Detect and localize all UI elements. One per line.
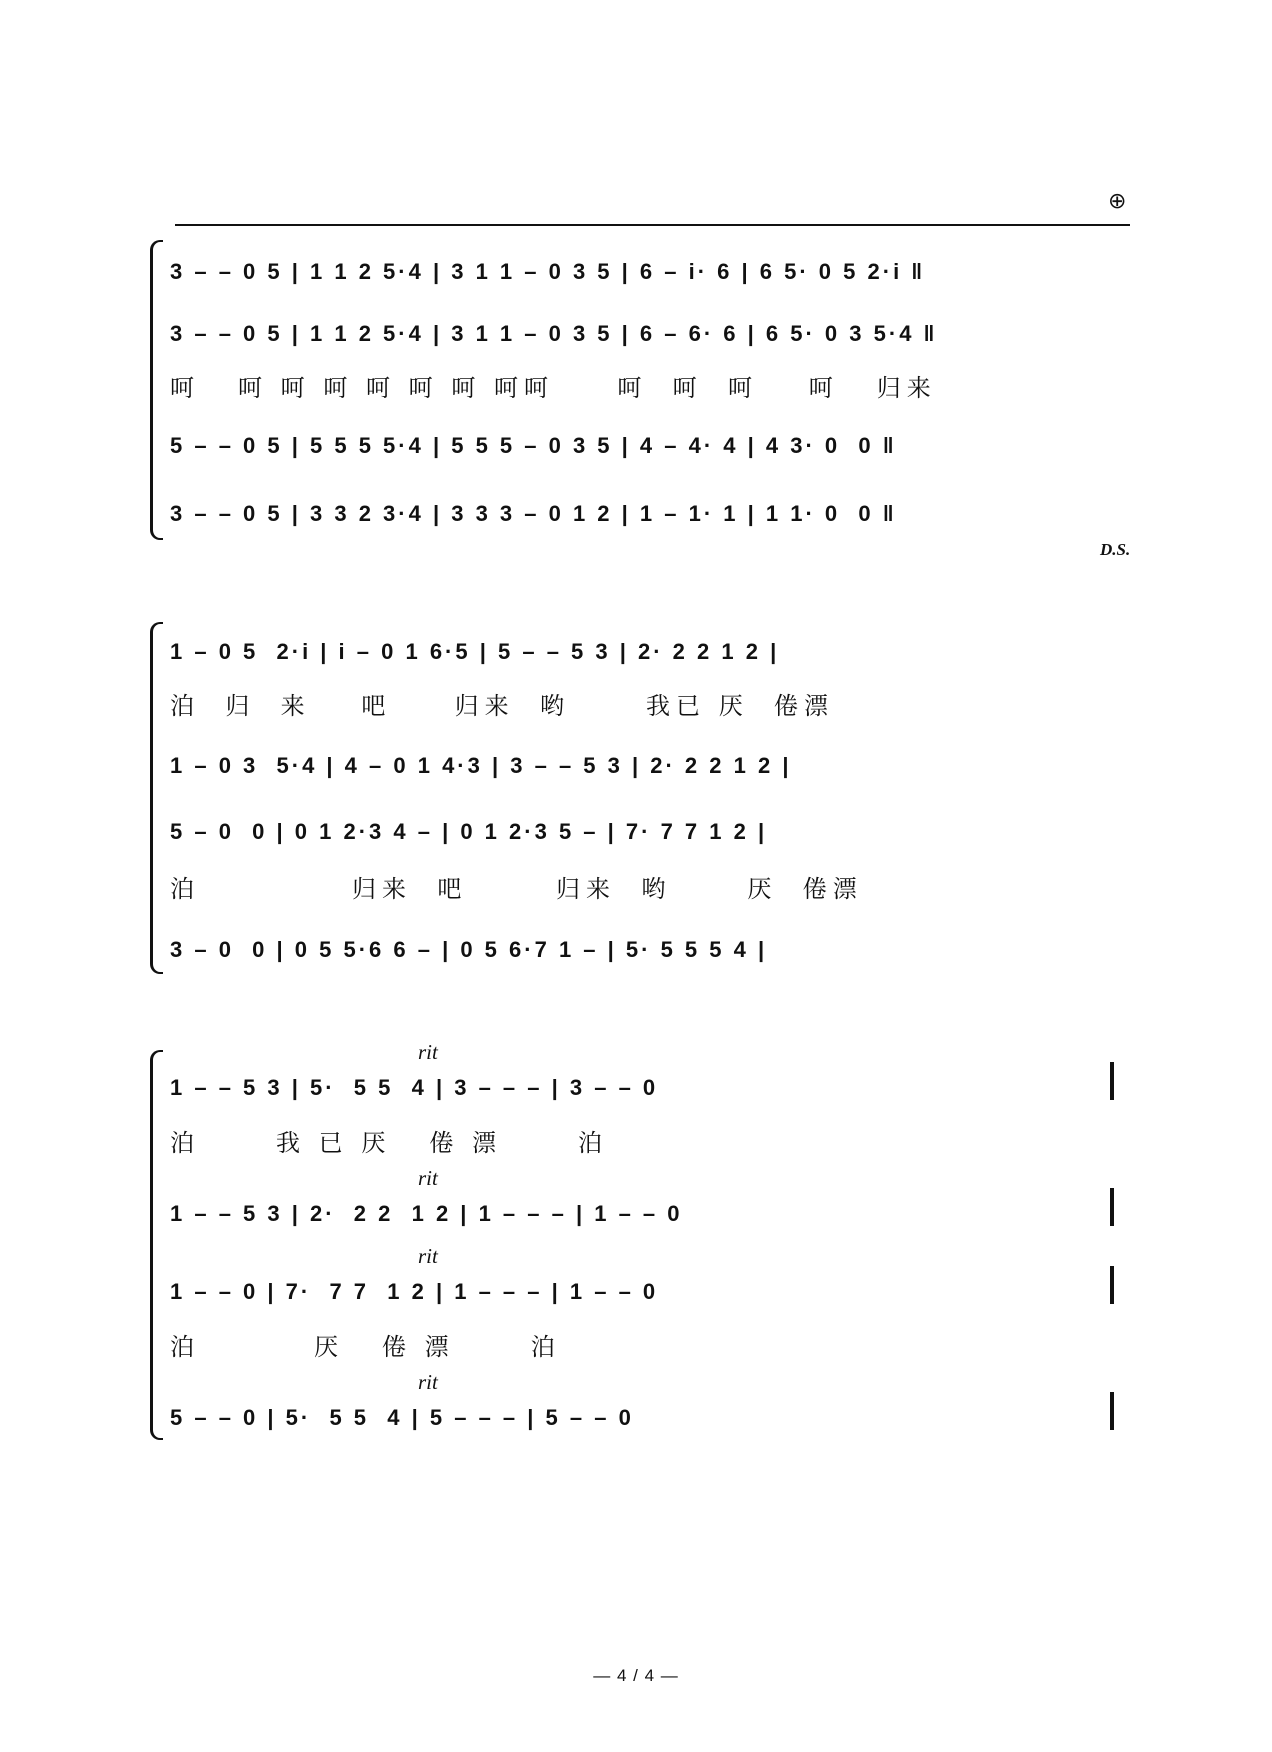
rit-marking: rit [418,1040,438,1064]
rit-marking: rit [418,1166,438,1190]
score-line: 3 – – 0 5 | 3 3 2 3·4 | 3 3 3 – 0 1 2 | 1 – 1· 1 | 1 1· 0 0 ‖ [170,501,897,526]
final-barline [1110,1188,1114,1226]
score-line: 5 – – 0 | 5· 5 5 4 | 5 – – – | 5 – – 0 [170,1405,634,1430]
rit-marking: rit [418,1370,438,1394]
score-line: 3 – – 0 5 | 1 1 2 5·4 | 3 1 1 – 0 3 5 | 6 – i· 6 | 6 5· 0 5 2·i ‖ [170,259,926,284]
system-bracket [150,622,163,974]
score-line: 1 – 0 5 2·i | i – 0 1 6·5 | 5 – – 5 3 | 2· 2 2 1 2 | [170,639,780,664]
page-number: — 4 / 4 — [593,1666,679,1685]
lyric-line: 泊 厌 倦 漂 泊 [170,1334,561,1361]
score-line: 1 – – 5 3 | 2· 2 2 1 2 | 1 – – – | 1 – – 0 [170,1201,683,1226]
final-barline [1110,1392,1114,1430]
score-line: 1 – 0 3 5·4 | 4 – 0 1 4·3 | 3 – – 5 3 | 2· 2 2 1 2 | [170,753,792,778]
score-line: 5 – – 0 5 | 5 5 5 5·4 | 5 5 5 – 0 3 5 | 4 – 4· 4 | 4 3· 0 0 ‖ [170,433,897,458]
final-barline [1110,1266,1114,1304]
lyric-line: 呵 呵 呵 呵 呵 呵 呵 呵呵 呵 呵 呵 呵 归来 [170,375,937,402]
volta-line [175,224,1130,226]
ds-marking: D.S. [1100,540,1131,559]
lyric-line: 泊 我 已 厌 倦 漂 泊 [170,1130,609,1157]
system-bracket [150,240,163,540]
coda-sign: ⊕ [1108,188,1127,213]
lyric-line: 泊 归来 吧 归来 哟 厌 倦漂 [170,876,863,903]
score-line: 3 – – 0 5 | 1 1 2 5·4 | 3 1 1 – 0 3 5 | 6 – 6· 6 | 6 5· 0 3 5·4 ‖ [170,321,938,346]
system-bracket [150,1050,163,1440]
score-line: 5 – 0 0 | 0 1 2·3 4 – | 0 1 2·3 5 – | 7· 7 7 1 2 | [170,819,768,844]
score-line: 1 – – 0 | 7· 7 7 1 2 | 1 – – – | 1 – – 0 [170,1279,659,1304]
score-line: 1 – – 5 3 | 5· 5 5 4 | 3 – – – | 3 – – 0 [170,1075,659,1100]
final-barline [1110,1062,1114,1100]
lyric-line: 泊 归 来 吧 归来 哟 我已 厌 倦漂 [170,693,835,720]
rit-marking: rit [418,1244,438,1268]
score-line: 3 – 0 0 | 0 5 5·6 6 – | 0 5 6·7 1 – | 5· 5 5 5 4 | [170,937,768,962]
